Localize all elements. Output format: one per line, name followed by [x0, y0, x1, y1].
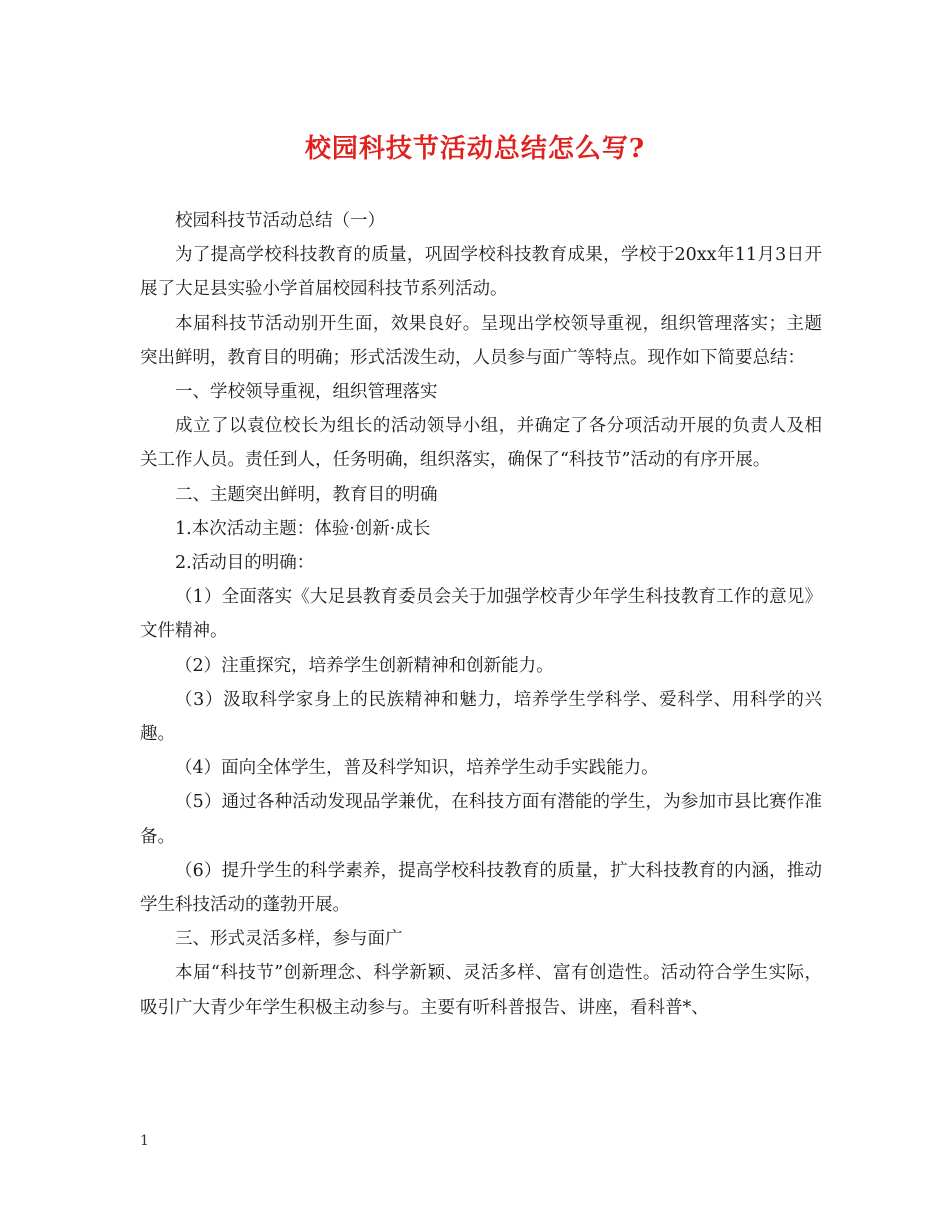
paragraph: 本届科技节活动别开生面，效果良好。呈现出学校领导重视，组织管理落实；主题突出鲜明，教育目的明确；形式活泼生动，人员参与面广等特点。现作如下简要总结： [140, 313, 822, 368]
section-heading: 一、学校领导重视，组织管理落实 [175, 382, 438, 403]
section-heading: 三、形式灵活多样，参与面广 [175, 929, 403, 950]
list-item: 2.活动目的明确： [175, 553, 315, 574]
section-heading: 二、主题突出鲜明，教育目的明确 [175, 484, 438, 505]
list-item: （1）全面落实《大足县教育委员会关于加强学校青少年学生科技教育工作的意见》文件精神。 [140, 587, 822, 642]
paragraph: 校园科技节活动总结（一） [175, 211, 385, 231]
list-item: （5）通过各种活动发现品学兼优，在科技方面有潜能的学生，为参加市县比赛作准备。 [140, 792, 822, 847]
document-title: 校园科技节活动总结怎么写? [304, 134, 646, 164]
list-item: （2）注重探究，培养学生创新精神和创新能力。 [175, 655, 554, 676]
page-number: 1 [140, 1133, 149, 1149]
document-body [140, 204, 822, 1025]
list-item: （3）汲取科学家身上的民族精神和魅力，培养学生学科学、爱科学、用科学的兴趣。 [140, 689, 822, 745]
paragraph: 为了提高学校科技教育的质量，巩固学校科技教育成果，学校于20xx年11月3日开展了大足县实验小学首届校园科技节系列活动。 [140, 245, 822, 300]
list-item: （4）面向全体学生，普及科学知识，培养学生动手实践能力。 [175, 758, 659, 779]
list-item: 1.本次活动主题：体验·创新·成长 [175, 518, 431, 539]
paragraph: 本届“科技节”创新理念、科学新颖、灵活多样、富有创造性。活动符合学生实际，吸引广大青少年学生积极主动参与。主要有听科普报告、讲座，看科普*、 [140, 963, 822, 1018]
paragraph: 成立了以袁位校长为组长的活动领导小组，并确定了各分项活动开展的负责人及相关工作人员。责任到人，任务明确，组织落实，确保了“科技节”活动的有序开展。 [140, 416, 822, 471]
list-item: （6）提升学生的科学素养，提高学校科技教育的质量，扩大科技教育的内涵，推动学生科技活动的蓬勃开展。 [140, 860, 822, 916]
